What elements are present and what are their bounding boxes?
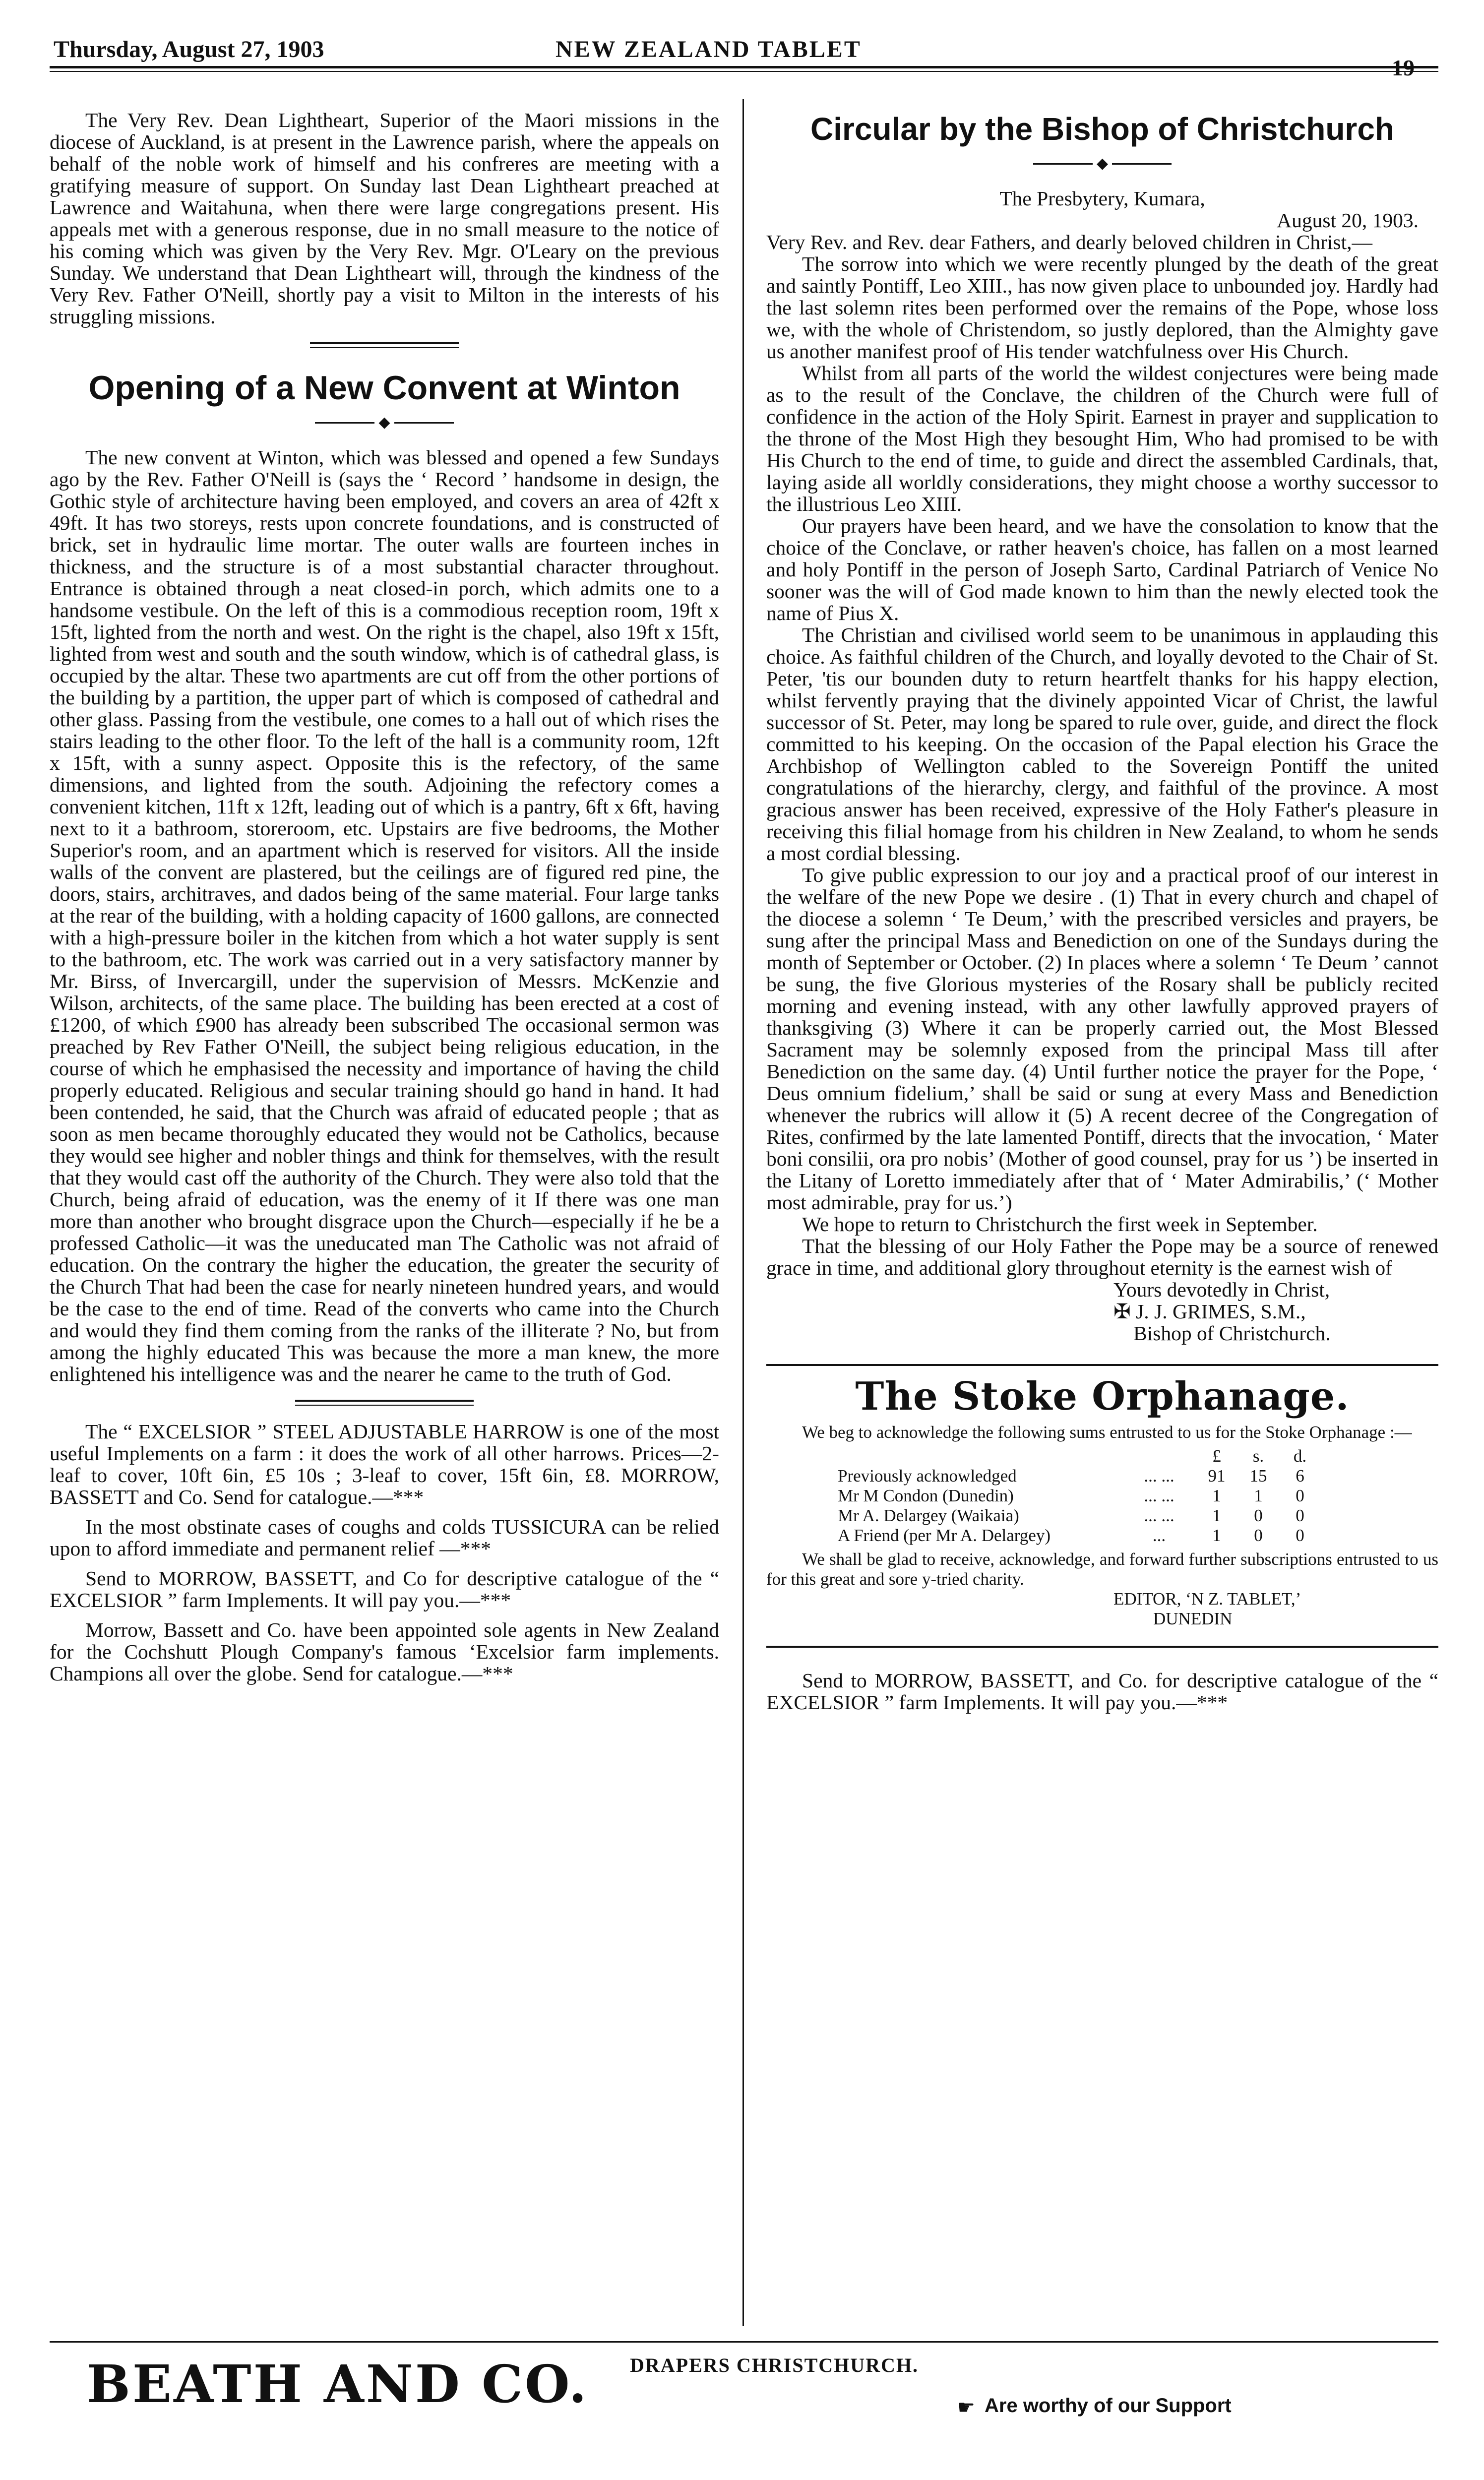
section-separator [310,342,459,348]
shillings-header: s. [1252,1446,1264,1466]
subscriptions-table [831,1446,1321,1546]
leader-dots: ... ... [1144,1506,1175,1526]
ad-catalogue: Send to MORROW, BASSETT, and Co for descriptive catalogue of the “ EXCELSIOR ” farm Implements. It will pay you.—*** [50,1567,719,1612]
section-separator [766,1646,1438,1648]
amount-pence: 6 [1296,1466,1304,1486]
column-divider [742,99,744,2326]
address-line: The Presbytery, Kumara, [999,187,1205,210]
amount-pounds: 91 [1208,1466,1226,1486]
circular-paragraph: Our prayers have been heard, and we have the consolation to know that the choice of the Conclave, or rather heaven's choice, has fallen on a most learned and holy Pontiff in the person of Joseph Sarto, Cardinal Patriarch of Venice No sooner was the will of God made known to him than the newly elected took the name of Pius X. [766,514,1438,625]
circular-paragraph: To give public expression to our joy and a practical proof of our interest in the welfare of the new Pope we desire . (1) That in every church and chapel of the diocese a solemn ‘ Te Deum,’ with the prescribed versicles and prayers, be sung after the principal Mass and Benediction on one of the Sundays during the month of September or October. (2) In places where a solemn ‘ Te Deum ’ cannot be sung, the five Glorious mysteries of the Rosary shall be publicly recited morning and evening instead, with any other lawfully approved prayers of thanksgiving (3) Where it can be properly carried out, the Most Blessed Sacrament may be solemnly exposed from the principal Mass till after Benediction on the same day. (4) Until further notice the prayer for the Pope, ‘ Deus omnium fidelium,’ shall be said or sung at every Mass and Benediction whenever the rubrics will allow it (5) A recent decree of the Congregation of Rites, confirmed by the late lamented Pontiff, directs that the invocation, ‘ Mater boni consilii, ora pro nobis’ (Mother of good counsel, pray for us ’) be inserted in the Litany of Loretto immediately after that of ‘ Mater Admirabilis,’ (‘ Mother most admirable, pray for us.’) [766,864,1438,1214]
headline-ornament: ◆ [766,153,1438,174]
footer-drapers: DRAPERS CHRISTCHURCH. [630,2354,919,2376]
leader-dots: ... ... [1144,1486,1175,1506]
intro-paragraph: The Very Rev. Dean Lightheart, Superior of the Maori missions in the diocese of Auckland, is at present in the Lawrence parish, where the appeals on behalf of the noble work of himself and his confreres are meeting with a gratifying measure of support. On Sunday last Dean Lightheart preached at Lawrence and Waitahuna, when there were large congregations present. His appeals met with a generous response, due in no small measure to the notice of his coming which was given by the Very Rev. Mgr. O'Leary on the previous Sunday. We understand that Dean Lightheart will, through the kindness of the Very Rev. Father O'Neill, shortly pay a visit to Milton in the interests of his struggling missions. [50,109,719,328]
signature: ✠ J. J. GRIMES, S.M., [1113,1300,1306,1323]
pounds-header: £ [1212,1446,1221,1466]
ad-tussicura: In the most obstinate cases of coughs and colds TUSSICURA can be relied upon to afford immediate and permanent relief —*** [50,1515,719,1560]
amount-shillings: 15 [1249,1466,1267,1486]
header-rule-thin [50,71,1438,72]
amount-pounds: 1 [1212,1486,1221,1506]
circular-paragraph: That the blessing of our Holy Father the Pope may be a source of renewed grace in time, and additional glory throughout eternity is the earnest wish of [766,1235,1438,1280]
closing: Yours devotedly in Christ, [1113,1278,1330,1302]
table-row [831,1526,1321,1546]
amount-pounds: 1 [1212,1526,1221,1546]
headline-ornament: ◆ [50,412,719,433]
amount-shillings: 0 [1254,1526,1263,1546]
section-separator [295,1400,474,1406]
convent-headline: Opening of a New Convent at Winton [88,369,680,407]
right-column [766,109,1438,1713]
leader-dots: ... ... [1144,1466,1175,1486]
left-column [50,109,719,1684]
ad-catalogue-right: Send to MORROW, BASSETT, and Co. for descriptive catalogue of the “ EXCELSIOR ” farm Implements. It will pay you.—*** [766,1669,1438,1714]
table-row [831,1506,1321,1526]
amount-shillings: 0 [1254,1506,1263,1526]
issue-date: Thursday, August 27, 1903 [54,36,324,62]
salutation: Very Rev. and Rev. dear Fathers, and dearly beloved children in Christ,— [766,231,1372,254]
masthead-title: NEW ZEALAND TABLET [556,36,862,62]
donor-name: A Friend (per Mr A. Delargey) [838,1526,1051,1546]
stoke-editor: EDITOR, ‘N Z. TABLET,’ [1113,1589,1301,1609]
leader-dots: ... [1152,1526,1166,1546]
footer-brand: BEATH AND CO. [87,2354,589,2415]
pence-header: d. [1293,1446,1307,1466]
donor-name: Previously acknowledged [838,1466,1017,1486]
table-row [831,1466,1321,1486]
donor-name: Mr A. Delargey (Waikaia) [838,1506,1019,1526]
footer-rule [50,2341,1438,2343]
header-rule [50,66,1438,68]
amount-pounds: 1 [1212,1506,1221,1526]
amount-pence: 0 [1296,1506,1304,1526]
convent-paragraph: The new convent at Winton, which was blessed and opened a few Sundays ago by the Rev. Father O'Neill is (says the ‘ Record ’ handsome in design, the Gothic style of architecture having been employed, and covers an area of 42ft x 49ft. It has two storeys, rests upon concrete foundations, and is constructed of brick, set in hydraulic lime mortar. The outer walls are fourteen inches in thickness, and the structure is of a most substantial character throughout. Entrance is obtained through a neat closed-in porch, which admits one to a handsome vestibule. On the left of this is a commodious reception room, 19ft x 15ft, lighted from the north and west. On the right is the chapel, also 19ft x 15ft, lighted from west and south and the south window, which is of cathedral glass, is occupied by the altar. These two apartments are cut off from the other portions of the building by a partition, the upper part of which is composed of cathedral and other glass. Passing from the vestibule, one comes to a hall out of which rises the stairs leading to the other floor. To the left of the hall is a community room, 12ft x 15ft, with a sunny aspect. Opposite this is the refectory, of the same dimensions, and lighted from the south. Adjoining the refectory comes a convenient kitchen, 11ft x 12ft, leading out of which is a pantry, 6ft x 6ft, having next to it a bathroom, storeroom, etc. Upstairs are five bedrooms, the Mother Superior's room, and an apartment which is reserved for visitors. All the inside walls of the convent are plastered, but the ceilings are of figured red pine, the doors, stairs, architraves, and dados being of the same material. Four large tanks at the rear of the building, with a holding capacity of 1600 gallons, are connected with a high-pressure boiler in the kitchen from which a hot water supply is sent to the bathroom, etc. The work was carried out in a very satisfactory manner by Mr. Birss, of Invercargill, under the supervision of Messrs. McKenzie and Wilson, architects, of the same place. The building has been erected at a cost of £1200, of which £900 has already been subscribed The occasional sermon was preached by Rev Father O'Neill, the subject being religious education, in the course of which he emphasised the necessity and importance of having the child properly educated. Religious and secular training should go hand in hand. It had been contended, he said, that the Church was afraid of educated people ; that as soon as men became thoroughly educated they would not be Catholics, because they would see higher and nobler things and think for themselves, with the result that they would cast off the authority of the Church. They were also told that the Church, being afraid of education, was the enemy of it If there was one man more than another who brought disgrace upon the Church—especially if he be a professed Catholic—it was the uneducated man The Catholic was not afraid of education. On the contrary the higher the education, the greater the security of the Church That had been the case for nearly nineteen hundred years, and would be the case to the end of time. Read of the converts who came into the Church and would they find them coming from the ranks of the illiterate ? No, but from among the highly educated This was because the more a man knew, the more enlightened his intelligence was and the nearer he came to the truth of God. [50,446,719,1386]
pointing-hand-icon: ☛ [957,2396,975,2418]
section-separator [766,1364,1438,1366]
donor-name: Mr M Condon (Dunedin) [838,1486,1014,1506]
ad-cochshutt: Morrow, Bassett and Co. have been appointed sole agents in New Zealand for the Cochshutt Plough Company's famous ‘Excelsior farm implements. Champions all over the globe. Send for catalogue.—*** [50,1618,719,1685]
signature-title: Bishop of Christchurch. [1133,1322,1331,1345]
circular-headline: Circular by the Bishop of Christchurch [810,111,1395,147]
date-line: August 20, 1903. [1277,209,1419,232]
circular-paragraph: We hope to return to Christchurch the first week in September. [802,1213,1318,1236]
amount-pence: 0 [1296,1526,1304,1546]
stoke-city: DUNEDIN [1153,1609,1233,1629]
circular-paragraph: The sorrow into which we were recently plunged by the death of the great and saintly Pontiff, Leo XIII., has now given place to unbounded joy. Hardly had the last solemn rites been performed over the remains of the Pope, whose loss we, with the whole of Christendom, so justly deplored, than the Almighty gave us another manifest proof of His tender watchfulness over His Church. [766,252,1438,363]
stoke-intro: We beg to acknowledge the following sums entrusted to us for the Stoke Orphanage :— [802,1423,1412,1442]
stoke-outro: We shall be glad to receive, acknowledge, and forward further subscriptions entrusted to us for this great and sore y-tried charity. [766,1550,1438,1589]
table-row [831,1486,1321,1506]
table-header-row [831,1446,1321,1466]
circular-paragraph: Whilst from all parts of the world the wildest conjectures were being made as to the result of the Conclave, the children of the Church were full of confidence in the action of the Holy Spirit. Earnest in prayer and supplication to the throne of the Most High they besought Him, Who had promised to be with His Church to the end of time, to guide and direct the assembled Cardinals, that, laying aside all worldly considerations, they might choose a worthy successor to the illustrious Leo XIII. [766,362,1438,516]
amount-pence: 0 [1296,1486,1304,1506]
circular-paragraph: The Christian and civilised world seem to be unanimous in applauding this choice. As faithful children of the Church, and loyally devoted to the Chair of St. Peter, 'tis our bounden duty to return heartfelt thanks for his happy election, whilst fervently praying that the divinely appointed Vicar of Christ, the lawful successor of St. Peter, may long be spared to rule over, guide, and direct the flock committed to his keeping. On the occasion of the Papal election his Grace the Archbishop of Wellington cabled to the Sovereign Pontiff the united congratulations of the hierarchy, clergy, and faithful of the province. A most gracious answer has been received, expressive of the Holy Father's pleasure in receiving this filial homage from his children in New Zealand, to whom he sends a most cordial blessing. [766,623,1438,865]
footer-tagline: Are worthy of our Support [985,2395,1232,2417]
stoke-headline: The Stoke Orphanage. [855,1374,1350,1420]
amount-shillings: 1 [1254,1486,1263,1506]
ad-excelsior-harrow: The “ EXCELSIOR ” STEEL ADJUSTABLE HARROW is one of the most useful Implements on a farm : it does the work of all other harrows. Prices—2-leaf to cover, 10ft 6in, £5 10s ; 3-leaf to cover, 15ft 6in, £8. MORROW, BASSETT and Co. Send for catalogue.—*** [50,1420,719,1509]
